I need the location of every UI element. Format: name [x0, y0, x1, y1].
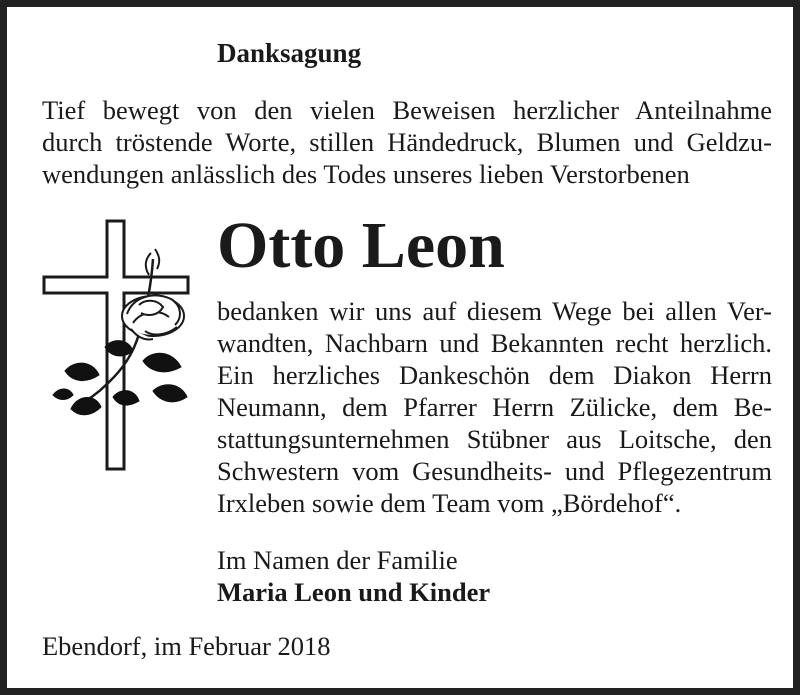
- body-line-2: wandten, Nachbarn und Bekannten recht herzlich.: [217, 328, 772, 358]
- intro-line-2: durch tröstende Worte, stillen Händedruck, Blumen und Geldzu-: [42, 127, 772, 157]
- intro-line-3: wendungen anlässlich des Todes unseres lieben Verstorbenen: [42, 159, 690, 189]
- body-line-7: Irxleben sowie dem Team vom „Bördehof“.: [217, 488, 682, 518]
- place-date: Ebendorf, im Februar 2018: [42, 631, 331, 661]
- body-line-5: stattungsunternehmen Stübner aus Loitsche, den: [217, 424, 772, 454]
- signature-intro: Im Namen der Familie: [217, 545, 458, 575]
- deceased-name: Otto Leon: [217, 209, 505, 282]
- body-line-4: Neumann, dem Pfarrer Herrn Zülicke, dem Be-: [217, 392, 772, 422]
- body-line-3: Ein herzliches Dankeschön dem Diakon Herrn: [217, 360, 772, 390]
- body-line-1: bedanken wir uns auf diesem Wege bei allen Ver-: [217, 296, 772, 326]
- body-line-6: Schwestern vom Gesundheits- und Pflegezentrum: [217, 456, 772, 486]
- intro-line-1: Tief bewegt von den vielen Beweisen herzlicher Anteilnahme: [42, 95, 772, 125]
- notice-heading: Danksagung: [217, 38, 362, 68]
- cross-with-rose-icon: [41, 219, 196, 474]
- signature-names: Maria Leon und Kinder: [217, 577, 491, 607]
